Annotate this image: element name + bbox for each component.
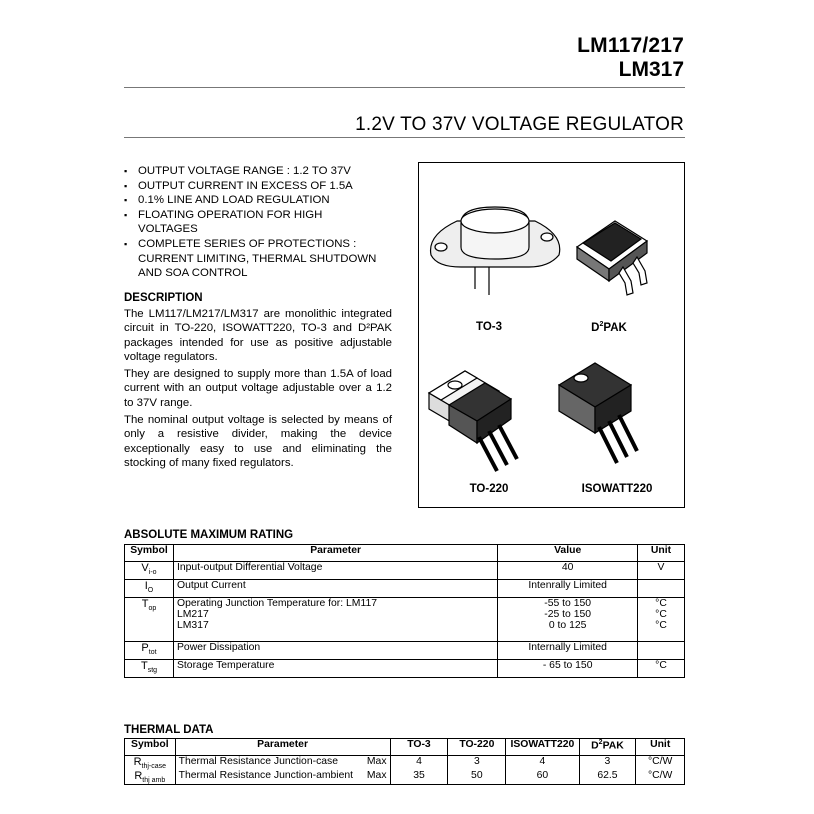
value-cell: 3	[448, 756, 506, 771]
value-cell: 4	[390, 756, 448, 771]
value-cell: 3	[579, 756, 636, 771]
description-paragraph: The nominal output voltage is selected by means of only a resistive divider, making the device exceptionally easy to use and eliminating the stocking of many fixed regulators.	[124, 414, 392, 469]
table-header-row	[125, 739, 685, 756]
value-cell: -55 to 150 -25 to 150 0 to 125	[498, 598, 638, 642]
column-header: TO-220	[448, 739, 506, 756]
column-header: Parameter	[175, 739, 390, 756]
symbol-cell: $R_{thj-case}$	[125, 756, 176, 771]
value-cell: 50	[448, 770, 506, 785]
unit-cell: °C °C °C	[638, 598, 685, 642]
unit-cell: °C	[638, 660, 685, 678]
feature-item: ▪ OUTPUT CURRENT IN EXCESS OF 1.5A	[124, 179, 404, 194]
table-row	[125, 660, 685, 678]
symbol-cell: $T_{op}$	[125, 598, 174, 642]
parameter-cell: Input-output Differential Voltage	[173, 562, 497, 580]
table-row	[125, 580, 685, 598]
parameter-cell: Power Dissipation	[173, 642, 497, 660]
column-header: ISOWATT220	[506, 739, 579, 756]
isowatt220-label: ISOWATT220	[581, 483, 653, 495]
value-cell: 35	[390, 770, 448, 785]
parameter-cell: Thermal Resistance Junction-case	[175, 756, 361, 771]
unit-cell: °C/W	[636, 756, 685, 771]
subtitle-rule	[124, 137, 685, 138]
column-header: Symbol	[125, 545, 174, 562]
value-cell: 40	[498, 562, 638, 580]
feature-item: ▪ FLOATING OPERATION FOR HIGH VOLTAGES	[124, 208, 348, 237]
value-cell: 62.5	[579, 770, 636, 785]
document-subtitle: 1.2V TO 37V VOLTAGE REGULATOR	[355, 114, 684, 135]
description-paragraph: The LM117/LM217/LM317 are monolithic integrated circuit in TO-220, ISOWATT220, TO-3 and D²PAK packages intended for use as positive adjustable voltage regulators.	[124, 308, 392, 363]
description-body	[124, 307, 392, 473]
description-heading: DESCRIPTION	[124, 292, 203, 304]
column-header: Unit	[638, 545, 685, 562]
symbol-cell: $V_{i-o}$	[125, 562, 174, 580]
thermal-table	[124, 738, 685, 785]
d2pak-package-icon	[577, 221, 647, 295]
abs-max-heading: ABSOLUTE MAXIMUM RATING	[124, 529, 294, 541]
abs-max-table	[124, 544, 685, 678]
package-figure-box	[418, 162, 685, 508]
isowatt220-package-icon	[559, 363, 637, 463]
value-cell: Intenrally Limited	[498, 580, 638, 598]
feature-item: ▪ OUTPUT VOLTAGE RANGE : 1.2 TO 37V	[124, 164, 404, 179]
table-row	[125, 642, 685, 660]
max-cell: Max	[361, 770, 390, 785]
table-row	[125, 770, 685, 785]
column-header: Unit	[636, 739, 685, 756]
symbol-cell: $I_O$	[125, 580, 174, 598]
symbol-cell: $P_{tot}$	[125, 642, 174, 660]
parameter-cell: Storage Temperature	[173, 660, 497, 678]
feature-item: ▪ COMPLETE SERIES OF PROTECTIONS : CURRENT LIMITING, THERMAL SHUTDOWN AND SOA CONTROL	[124, 237, 388, 281]
table-row	[125, 562, 685, 580]
column-header: Value	[498, 545, 638, 562]
unit-cell: V	[638, 562, 685, 580]
value-cell: - 65 to 150	[498, 660, 638, 678]
parameter-cell: Operating Junction Temperature for: LM117 LM217 LM317	[173, 598, 497, 642]
value-cell: 4	[506, 756, 579, 771]
table-header-row	[125, 545, 685, 562]
feature-list	[124, 164, 404, 281]
value-cell: 60	[506, 770, 579, 785]
description-paragraph: They are designed to supply more than 1.5A of load current with an output voltage adjustable over a 1.2 to 37V range.	[124, 368, 392, 409]
to3-label: TO-3	[476, 321, 502, 333]
symbol-cell: $T_{stg}$	[125, 660, 174, 678]
to220-label: TO-220	[469, 483, 509, 495]
table-row	[125, 756, 685, 771]
unit-cell: °C/W	[636, 770, 685, 785]
table-row	[125, 598, 685, 642]
max-cell: Max	[361, 756, 390, 771]
feature-item: ▪ 0.1% LINE AND LOAD REGULATION	[124, 193, 404, 208]
unit-cell	[638, 580, 685, 598]
symbol-cell: $R_{thj amb}$	[125, 770, 176, 785]
column-header: Symbol	[125, 739, 176, 756]
header-rule	[124, 87, 685, 88]
thermal-heading: THERMAL DATA	[124, 724, 214, 736]
column-header: Parameter	[173, 545, 497, 562]
unit-cell	[638, 642, 685, 660]
part-number-line2: LM317	[618, 58, 684, 81]
column-header: TO-3	[390, 739, 448, 756]
column-header: $D^2PAK$	[579, 739, 636, 756]
part-number-line1: LM117/217	[577, 34, 684, 57]
parameter-cell: Output Current	[173, 580, 497, 598]
to3-package-icon	[431, 207, 560, 295]
value-cell: Internally Limited	[498, 642, 638, 660]
to220-package-icon	[429, 371, 517, 471]
d2pak-label: $D^2PAK$	[591, 321, 627, 334]
parameter-cell: Thermal Resistance Junction-ambient	[175, 770, 361, 785]
